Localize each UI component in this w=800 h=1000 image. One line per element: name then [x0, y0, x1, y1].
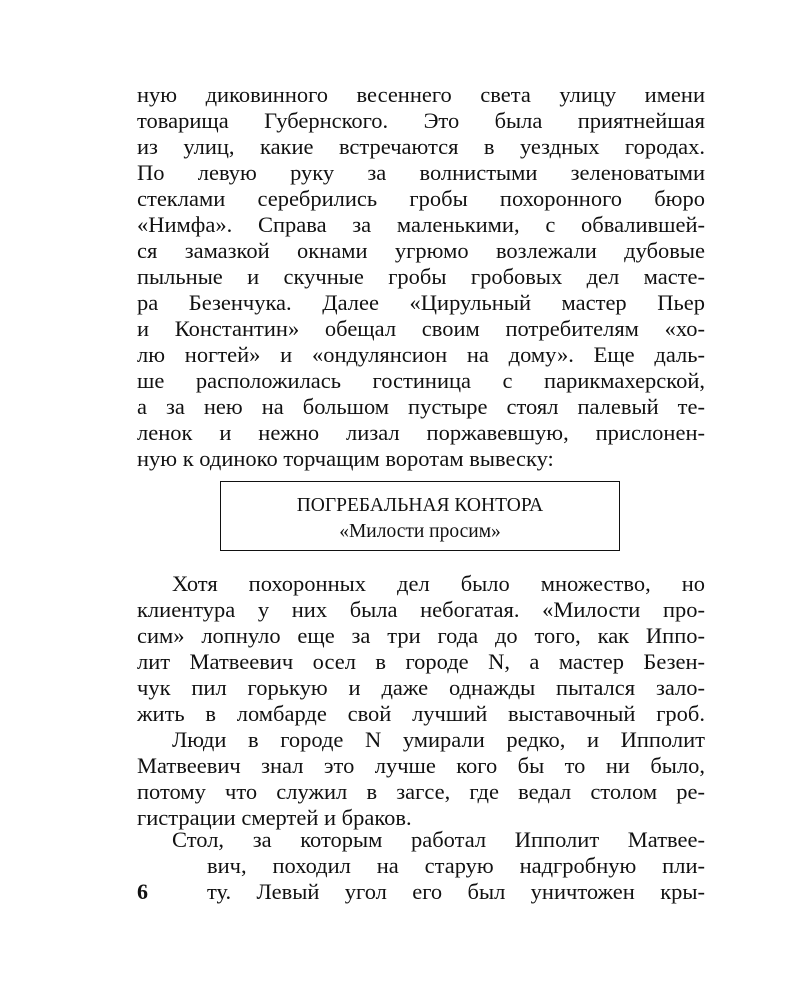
paragraph-1-line-3: из улиц, какие встречаются в уездных городах.: [137, 134, 705, 159]
paragraph-4-line-2: вич, походил на старую надгробную пли-: [207, 853, 705, 878]
paragraph-1-line-8: пыльные и скучные гробы гробовых дел масте-: [137, 264, 705, 289]
page-number: 6: [137, 879, 148, 904]
signboard-subtitle: «Милости просим»: [339, 521, 501, 542]
paragraph-1-line-13: а за нею на большом пустыре стоял палевый те-: [137, 394, 705, 419]
paragraph-2-line-3: сим» лопнуло еще за три года до того, как Иппо-: [137, 623, 705, 648]
paragraph-3-line-3: потому что служил в загсе, где ведал столом ре-: [137, 779, 705, 804]
paragraph-1-line-2: товарища Губернского. Это была приятнейшая: [137, 108, 705, 133]
paragraph-2-line-1: Хотя похоронных дел было множество, но: [172, 571, 705, 596]
paragraph-1-line-1: ную диковинного весеннего света улицу имени: [137, 82, 705, 107]
paragraph-3-line-4: гистрации смертей и браков.: [137, 805, 412, 830]
paragraph-1-line-5: стеклами серебрились гробы похоронного бюро: [137, 186, 705, 211]
paragraph-1-line-12: ше расположилась гостиница с парикмахерской,: [137, 368, 705, 393]
paragraph-3-line-2: Матвеевич знал это лучше кого бы то ни было,: [137, 753, 705, 778]
paragraph-4-line-3: ту. Левый угол его был уничтожен кры-: [207, 879, 705, 904]
paragraph-2-line-2: клиентура у них была небогатая. «Милости про-: [137, 597, 705, 622]
paragraph-1-line-9: ра Безенчука. Далее «Цирульный мастер Пьер: [137, 290, 705, 315]
paragraph-3-line-1: Люди в городе N умирали редко, и Ипполит: [172, 727, 705, 752]
paragraph-1-line-11: лю ногтей» и «ондулянсион на дому». Еще даль-: [137, 342, 705, 367]
paragraph-1-line-10: и Константин» обещал своим потребителям «хо-: [137, 316, 705, 341]
signboard-box: [220, 481, 620, 551]
signboard-title: ПОГРЕБАЛЬНАЯ КОНТОРА: [296, 495, 544, 516]
paragraph-2-line-6: жить в ломбарде свой лучший выставочный гроб.: [137, 701, 705, 726]
paragraph-2-line-4: лит Матвеевич осел в городе N, а мастер Безен-: [137, 649, 705, 674]
paragraph-1-line-7: ся замазкой окнами угрюмо возлежали дубовые: [137, 238, 705, 263]
paragraph-4-line-1: Стол, за которым работал Ипполит Матвее-: [172, 827, 705, 852]
paragraph-1-line-4: По левую руку за волнистыми зеленоватыми: [137, 160, 705, 185]
paragraph-1-line-15: ную к одиноко торчащим воротам вывеску:: [137, 446, 554, 471]
paragraph-2-line-5: чук пил горькую и даже однажды пытался зало-: [137, 675, 705, 700]
paragraph-1-line-14: ленок и нежно лизал поржавевшую, прислонен-: [137, 420, 705, 445]
paragraph-1-line-6: «Нимфа». Справа за маленькими, с обвалившей-: [137, 212, 705, 237]
